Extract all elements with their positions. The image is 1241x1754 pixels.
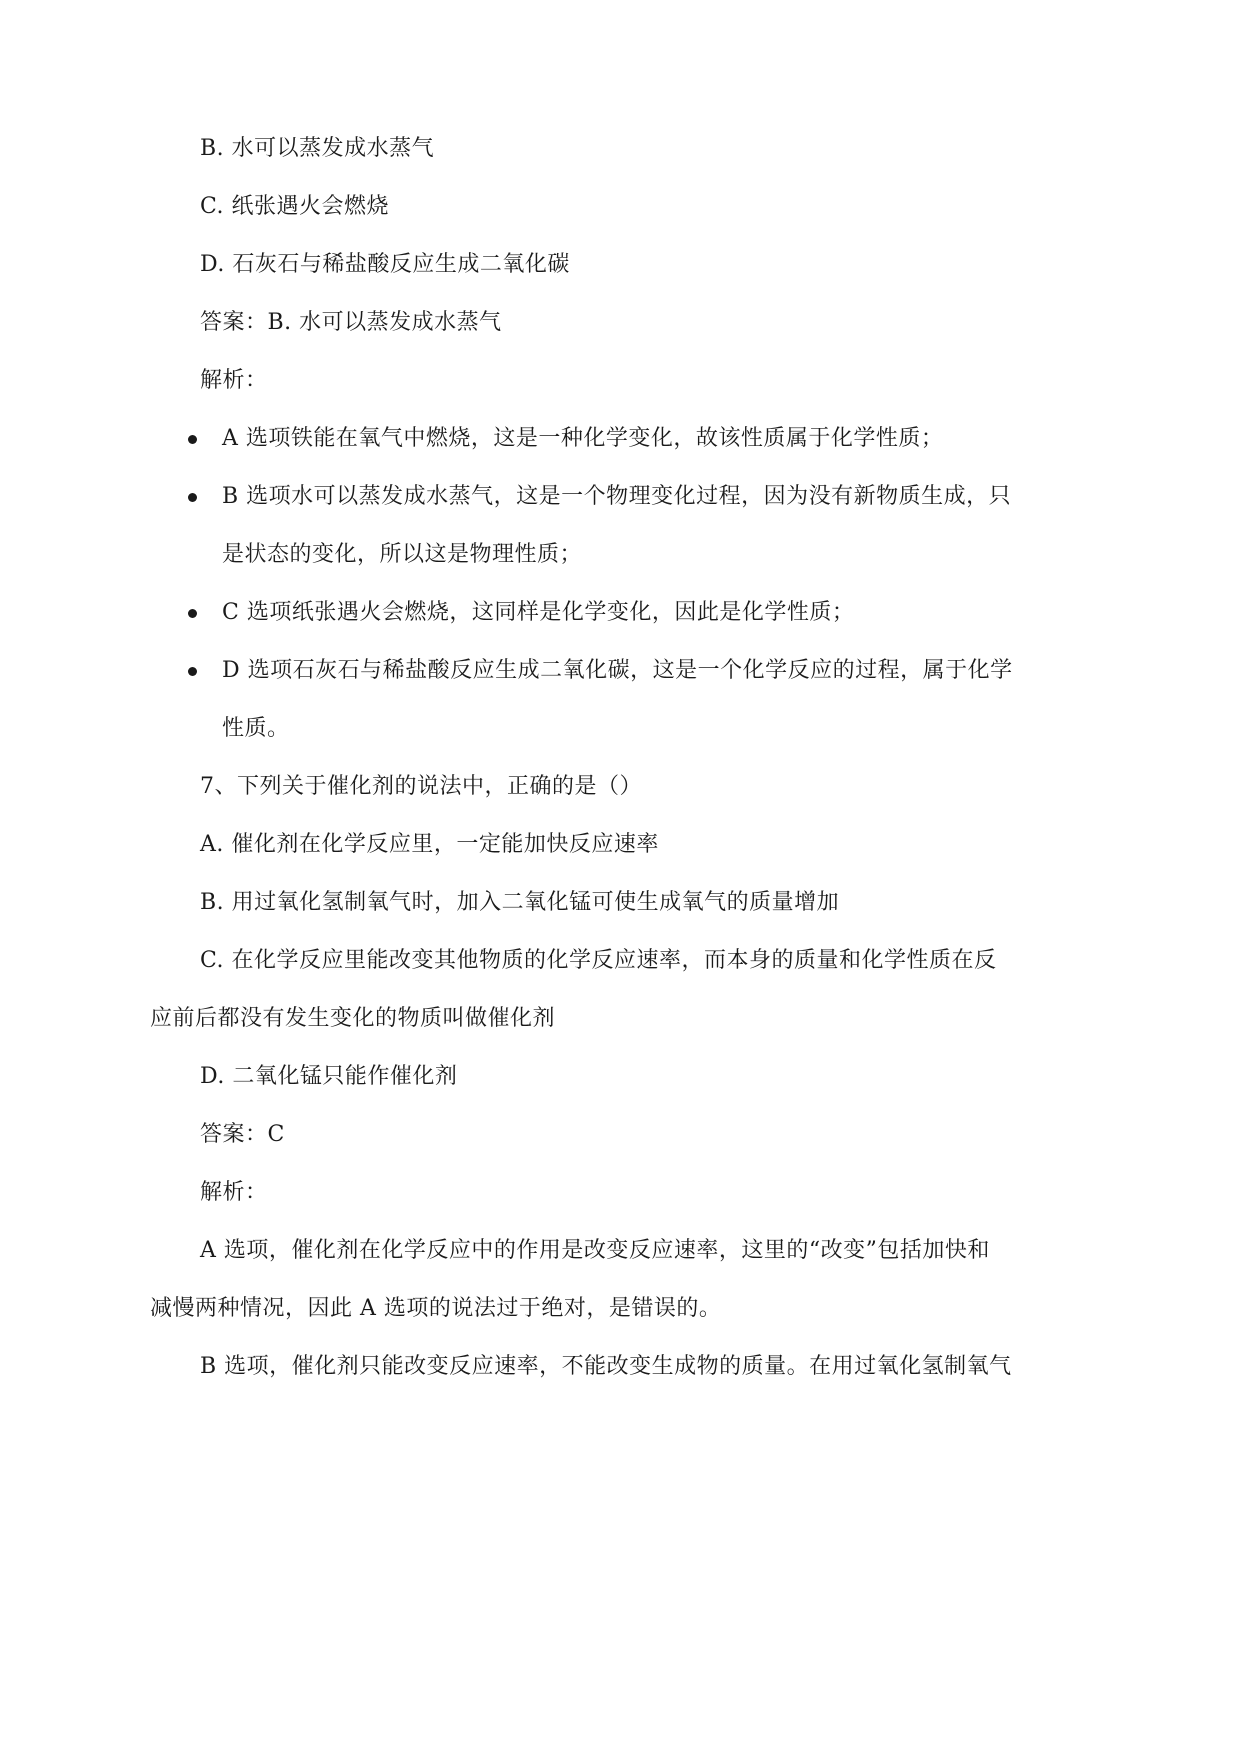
q7-option-d: D. 二氧化锰只能作催化剂 <box>200 1064 458 1089</box>
bullet-text-line: 性质。 <box>222 716 290 741</box>
bullet-text-line: B 选项水可以蒸发成水蒸气，这是一个物理变化过程，因为没有新物质生成，只 <box>222 484 1012 509</box>
q7-analysis-label: 解析： <box>200 1180 268 1205</box>
q6-option-c: C. 纸张遇火会燃烧 <box>200 194 390 219</box>
q7-option-a: A. 催化剂在化学反应里，一定能加快反应速率 <box>200 832 659 857</box>
bullet-text-line: C 选项纸张遇火会燃烧，这同样是化学变化，因此是化学性质； <box>222 600 855 625</box>
q6-analysis-label: 解析： <box>200 368 268 393</box>
bullet-icon <box>188 435 197 444</box>
bullet-text-line: D 选项石灰石与稀盐酸反应生成二氧化碳，这是一个化学反应的过程，属于化学 <box>222 658 1013 683</box>
q7-option-c-line-2: 应前后都没有发生变化的物质叫做催化剂 <box>150 1006 556 1031</box>
bullet-text-line: A 选项铁能在氧气中燃烧，这是一种化学变化，故该性质属于化学性质； <box>222 426 944 451</box>
q7-option-b: B. 用过氧化氢制氧气时，加入二氧化锰可使生成氧气的质量增加 <box>200 890 840 915</box>
bullet-text-line: 是状态的变化，所以这是物理性质； <box>222 542 583 567</box>
q7-analysis-b-line-1: B 选项，催化剂只能改变反应速率，不能改变生成物的质量。在用过氧化氢制氧气 <box>200 1354 1012 1379</box>
q6-option-d: D. 石灰石与稀盐酸反应生成二氧化碳 <box>200 252 570 277</box>
bullet-icon <box>188 609 197 618</box>
q7-question: 7、下列关于催化剂的说法中，正确的是（） <box>200 774 642 799</box>
bullet-icon <box>188 493 197 502</box>
q7-answer: 答案：C <box>200 1122 285 1147</box>
q7-option-c-line-1: C. 在化学反应里能改变其他物质的化学反应速率，而本身的质量和化学性质在反 <box>200 948 997 973</box>
q6-option-b: B. 水可以蒸发成水蒸气 <box>200 136 435 161</box>
q6-answer: 答案：B. 水可以蒸发成水蒸气 <box>200 310 502 335</box>
bullet-icon <box>188 667 197 676</box>
q7-analysis-a-line-2: 减慢两种情况，因此 A 选项的说法过于绝对，是错误的。 <box>150 1296 722 1321</box>
q7-analysis-a-line-1: A 选项，催化剂在化学反应中的作用是改变反应速率，这里的“改变”包括加快和 <box>200 1238 990 1263</box>
